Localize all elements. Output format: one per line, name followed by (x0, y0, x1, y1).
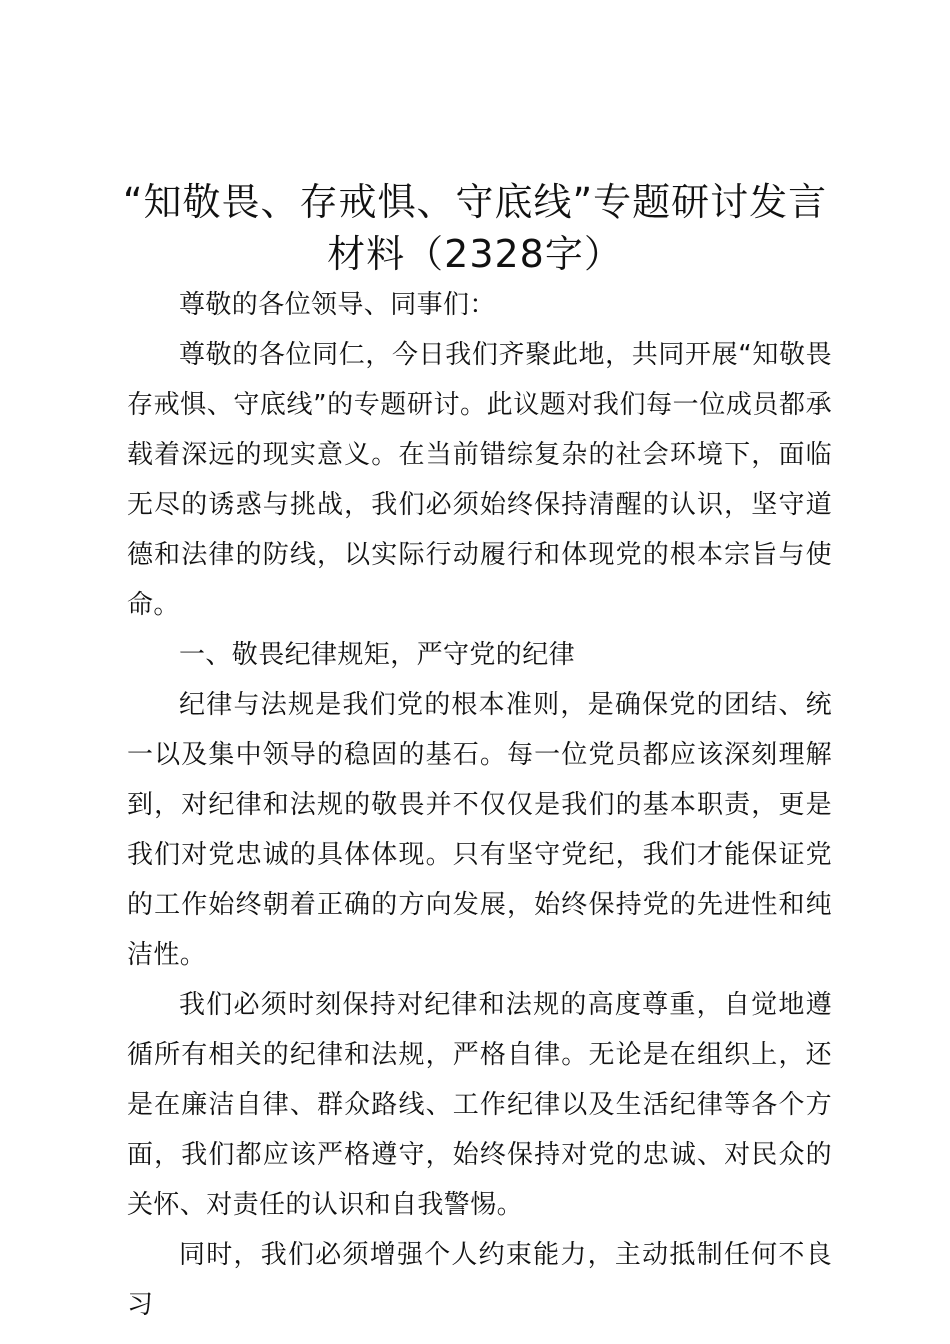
document-title: “知敬畏、存戒惧、守底线”专题研讨发言材料（2328字） (122, 180, 828, 276)
paragraph-intro: 尊敬的各位同仁，今日我们齐聚此地，共同开展“知敬畏存戒惧、守底线”的专题研讨。此议题对我们每一位成员都承载着深远的现实意义。在当前错综复杂的社会环境下，面临无尽的诱惑与挑战，我们必须始终保持清醒的认识，坚守道德和法律的防线，以实际行动履行和体现党的根本宗旨与使命。 (127, 340, 832, 620)
paragraph: 我们必须时刻保持对纪律和法规的高度尊重，自觉地遵循所有相关的纪律和法规，严格自律。无论是在组织上，还是在廉洁自律、群众路线、工作纪律以及生活纪律等各个方面，我们都应该严格遵守，始终保持对党的忠诚、对民众的关怀、对责任的认识和自我警惕。 (127, 990, 832, 1220)
section-heading-1: 一、敬畏纪律规矩，严守党的纪律 (179, 640, 576, 670)
document-body (127, 280, 832, 1330)
paragraph: 同时，我们必须增强个人约束能力，主动抵制任何不良习 (127, 1240, 832, 1320)
greeting: 尊敬的各位领导、同事们： (179, 290, 496, 320)
paragraph: 纪律与法规是我们党的根本准则，是确保党的团结、统一以及集中领导的稳固的基石。每一位党员都应该深刻理解到，对纪律和法规的敬畏并不仅仅是我们的基本职责，更是我们对党忠诚的具体体现。只有坚守党纪，我们才能保证党的工作始终朝着正确的方向发展，始终保持党的先进性和纯洁性。 (127, 690, 832, 970)
